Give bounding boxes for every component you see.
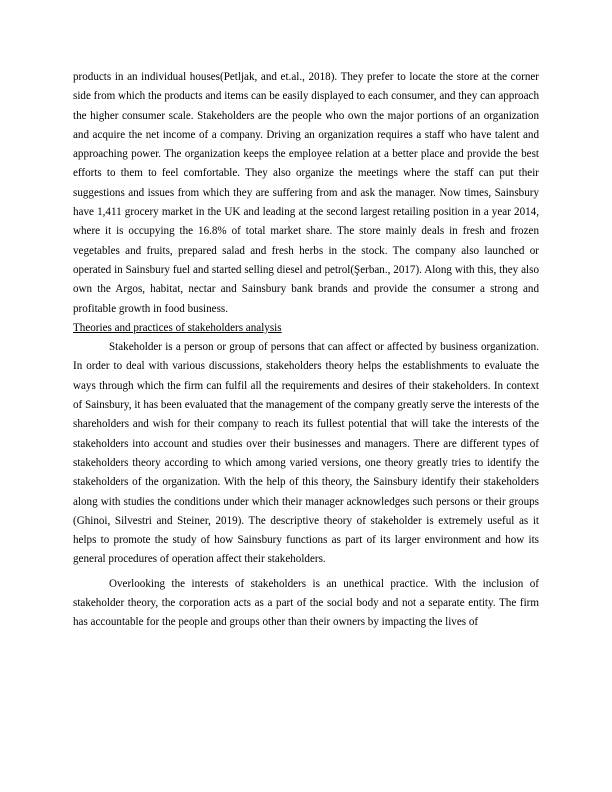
paragraph-ethics: Overlooking the interests of stakeholders is an unethical practice. With the inclusion of stakeholder theory, the corporation acts as a part of the social body and not a separate entity. The firm has accountable for the people and groups other than their owners by impacting the lives of	[73, 577, 539, 629]
paragraph-stakeholder-theory: Stakeholder is a person or group of persons that can affect or affected by business organization. In order to deal with various discussions, stakeholders theory helps the establishments to evaluate the ways through which the firm can fulfil all the requirements and desires of their stakeholders. In context of Sainsbury, it has been evaluated that the management of the company greatly serve the interests of the shareholders and wish for their company to reach its fullest potential that will take the interests of the stakeholders into account and studies over their businesses and managers. There are different types of stakeholders theory according to which among varied versions, one theory greatly tries to identify the stakeholders of the organization. With the help of this theory, the Sainsbury identify their stakeholders along with studies the conditions under which their manager acknowledges such persons or their groups (Ghinoi, Silvestri and Steiner, 2019). The descriptive theory of stakeholder is extremely useful as it helps to promote the study of how Sainsbury functions as part of its larger environment and how its general procedures of operation affect their stakeholders.	[73, 341, 539, 566]
paragraph-stakeholders-overview: products in an individual houses(Petljak, and et.al., 2018). They prefer to locate the store at the corner side from which the products and items can be easily displayed to each consumer, and they can approach the higher consumer scale. Stakeholders are the people who own the major portions of an organization and acquire the net income of a company. Driving an organization requires a staff who have talent and approaching power. The organization keeps the employee relation at a better place and provide the best efforts to them to feel comfortable. They also organize the meetings where the staff can put their suggestions and issues from which they are suffering from and ask the manager. Now times, Sainsbury have 1,411 grocery market in the UK and leading at the second largest retailing position in a year 2014, where it is occupying the 16.8% of total market share. The store mainly deals in fresh and frozen vegetables and fruits, prepared salad and fresh herbs in the stock. The company also launched or operated in Sainsbury fuel and started selling diesel and petrol(Şerban., 2017). Along with this, they also own the Argos, habitat, nectar and Sainsbury bank brands and provide the consumer a strong and profitable growth in food business.	[73, 71, 539, 315]
section-heading: Theories and practices of stakeholders analysis	[73, 321, 282, 334]
document-body	[73, 68, 539, 633]
